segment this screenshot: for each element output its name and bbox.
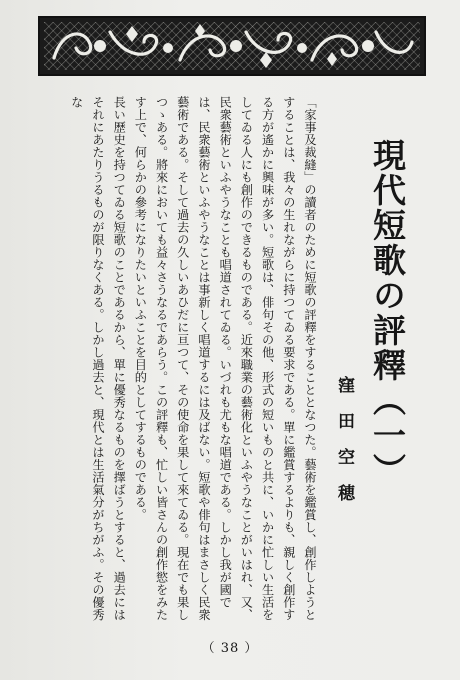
article-body xyxy=(30,96,320,624)
decorative-banner-pattern-icon xyxy=(40,18,424,74)
body-paragraph: 長い歷史を持つてゐる短歌のことであるから、單に優秀なるものを擇ばうとすると、過去には それにあたりうるものが限りなくある。しかし過去と、現代とは生活氣分がちがふ。その優秀な xyxy=(69,96,127,621)
body-paragraph: 「家事及裁縫」の讀者のために短歌の評釋をすることとなつた。藝術を鑑賞し、創作しようとすることは、我々の生れながらに持つてゐる要求である。單に鑑賞するよりも、親しく創作する方が遙かに興味が多い。短歌は、俳句その他、形式の短いものと共に、いかに忙しい生活をしてゐる人にも創作のできるものである。近來職業の藝術化といふやうなことがいはれ、又、民衆藝術といふやうなことも唱道されてゐる。いづれも尤もな唱道である。しかし我が國では、民衆藝術といふやうなことは事新しく唱道するには及ばない。短歌や俳句はまさしく民衆藝術である。そして過去の久しいあひだに亘つて、その使命を果して來てゐる。現在でも果しつゝある。將來においても益々さうなるであらう。この評釋も、忙しい皆さんの創作慾をみたす上で、何らかの參考になりたいといふことを目的としてするものである。 xyxy=(133,96,317,621)
page-number: （ 38 ） xyxy=(201,641,259,656)
article-title: 現代短歌の評釋（一） xyxy=(368,138,407,488)
decorative-header-banner xyxy=(38,16,426,76)
article-author: 窪田空穂 xyxy=(334,376,354,520)
